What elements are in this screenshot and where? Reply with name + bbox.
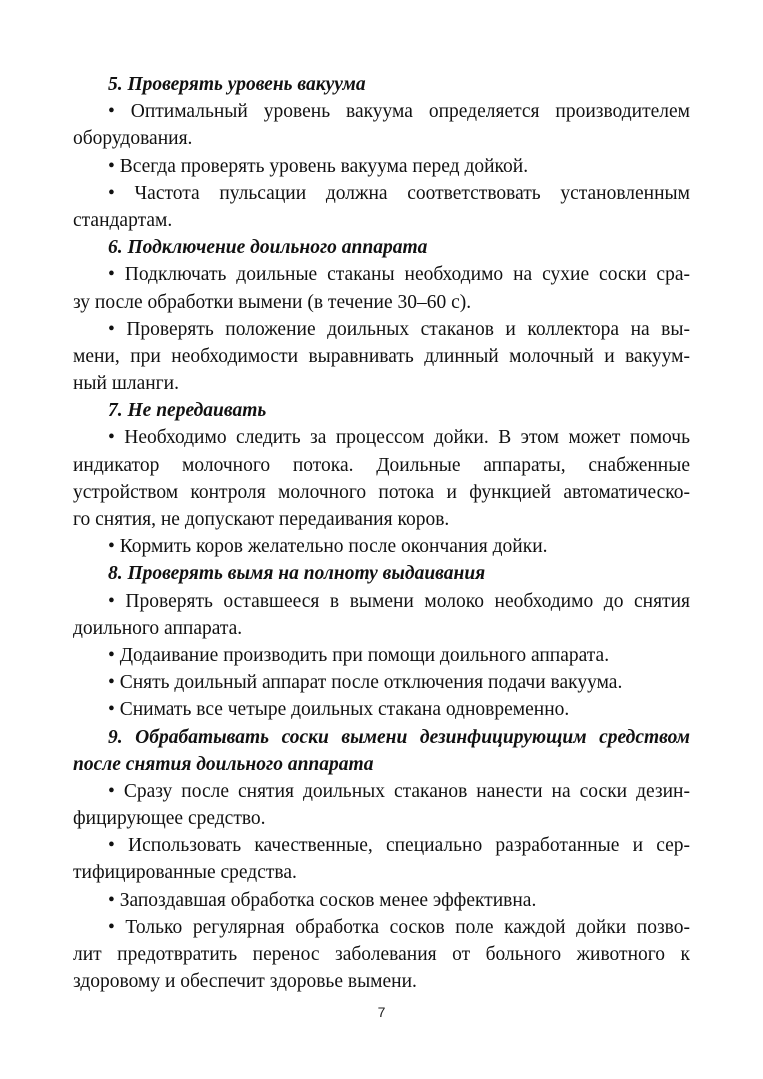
paragraph-line: устройством контроля молочного потока и функцией автоматическо- [73, 481, 690, 503]
section-heading-line: 6. Подключение доильного аппарата [108, 237, 428, 259]
paragraph-line: фицирующее средство. [73, 808, 266, 830]
paragraph-line: лит предотвратить перенос заболевания от больного животного к [73, 944, 690, 965]
paragraph-line: стандартам. [73, 209, 173, 231]
page-number: 7 [377, 1004, 386, 1020]
paragraph-line: тифицированные средства. [73, 862, 297, 884]
paragraph-line: • Кормить коров желательно после окончания дойки. [108, 536, 548, 558]
paragraph-line: • Проверять оставшееся в вымени молоко необходимо до снятия [108, 590, 690, 612]
section-heading-line: 7. Не передаивать [108, 400, 267, 422]
paragraph-line: • Додаивание производить при помощи доильного аппарата. [108, 644, 610, 666]
section-heading-line: 5. Проверять уровень вакуума [108, 74, 366, 95]
paragraph-line: • Проверять положение доильных стаканов и коллектора на вы- [108, 318, 690, 340]
paragraph-line: • Всегда проверять уровень вакуума перед дойкой. [108, 155, 529, 177]
paragraph-line: доильного аппарата. [73, 617, 243, 639]
paragraph-line: здоровому и обеспечит здоровье вымени. [73, 971, 417, 993]
paragraph-line: го снятия, не допускают передаивания коров. [73, 509, 450, 530]
paragraph-line: • Только регулярная обработка сосков поле каждой дойки позво- [108, 916, 690, 938]
paragraph-line: • Оптимальный уровень вакуума определяется производителем [108, 101, 690, 123]
paragraph-line: ный шланги. [73, 373, 179, 395]
section-heading-line: после снятия доильного аппарата [73, 753, 374, 775]
paragraph-line: • Использовать качественные, специально разработанные и сер- [108, 835, 690, 857]
paragraph-line: оборудования. [73, 128, 193, 150]
paragraph-line: • Частота пульсации должна соответствовать установленным [108, 182, 690, 204]
paragraph-line: зу после обработки вымени (в течение 30–60 с). [73, 291, 472, 313]
paragraph-line: • Снять доильный аппарат после отключения подачи вакуума. [108, 672, 623, 694]
section-heading-line: 9. Обрабатывать соски вымени дезинфицирующим средством [108, 726, 690, 748]
paragraph-line: • Сразу после снятия доильных стаканов нанести на соски дезин- [108, 780, 690, 802]
page-body [73, 71, 690, 995]
paragraph-line: • Необходимо следить за процессом дойки. В этом может помочь [108, 427, 690, 449]
paragraph-line: • Подключать доильные стаканы необходимо на сухие соски сра- [108, 264, 690, 286]
paragraph-line: • Запоздавшая обработка сосков менее эффективна. [108, 889, 537, 911]
paragraph-line: мени, при необходимости выравнивать длинный молочный и вакуум- [73, 345, 690, 367]
paragraph-line: индикатор молочного потока. Доильные аппараты, снабженные [73, 454, 690, 476]
paragraph-line: • Снимать все четыре доильных стакана одновременно. [108, 699, 570, 721]
section-heading-line: 8. Проверять вымя на полноту выдаивания [108, 563, 486, 585]
